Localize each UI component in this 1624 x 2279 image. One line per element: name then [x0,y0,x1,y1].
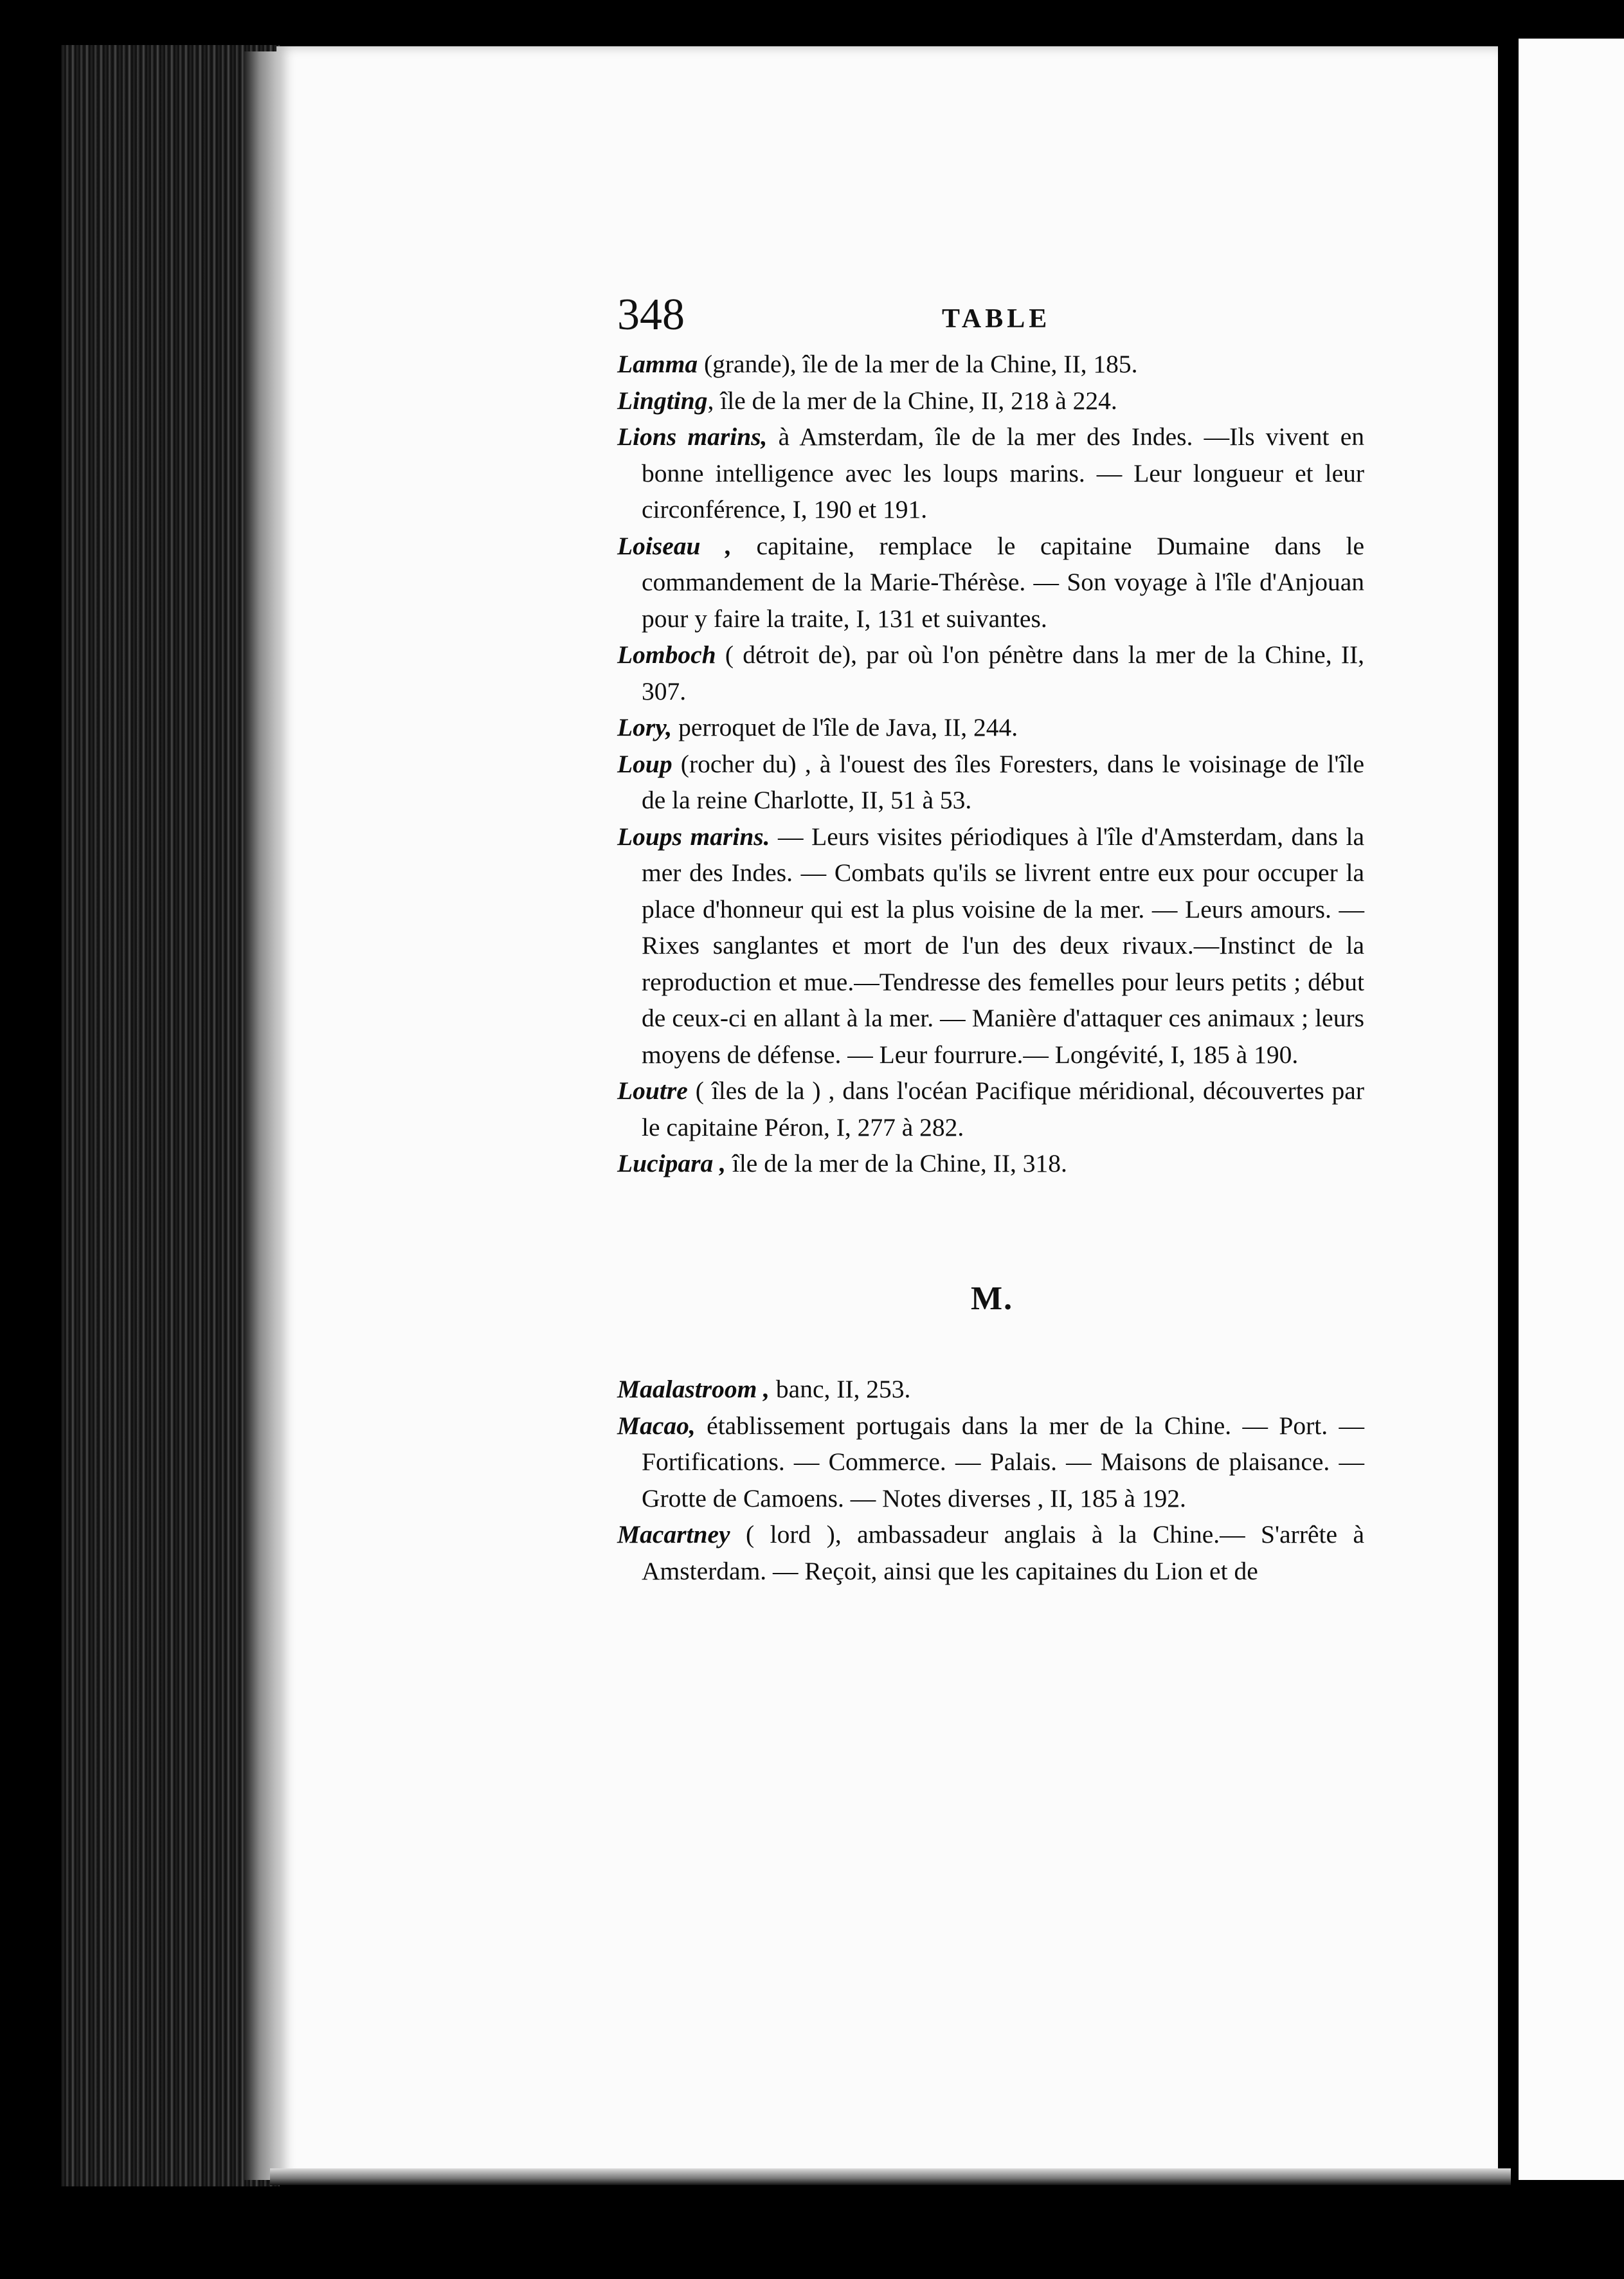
page-header [617,289,1357,347]
entry-term: Maalastroom , [617,1375,770,1403]
entry-term: Lucipara , [617,1149,726,1177]
index-entry [617,746,1364,819]
entry-text: capitaine, remplace le capitaine Dumaine dans le commandement de la Marie-Thérèse. — Son voyage à l'île d'Anjouan pour y faire la traite, I, 131 et suivantes. [642,531,1364,633]
entry-text: , île de la mer de la Chine, II, 218 à 224. [707,386,1117,415]
entry-term: Lions marins, [617,422,768,451]
page-bottom-edge [270,2168,1511,2185]
entry-text: à Amsterdam, île de la mer des Indes. —Ils vivent en bonne intelligence avec les loups marins. — Leur longueur et leur circonférence, I, 190 et 191. [642,422,1364,523]
index-entry [617,419,1364,528]
index-entry [617,637,1364,709]
running-head: TABLE [942,304,1051,334]
entry-text: banc, II, 253. [770,1375,911,1403]
index-entry [617,1516,1364,1589]
entry-term: Macartney [617,1520,730,1548]
entry-text: ( lord ), ambassadeur anglais à la Chine.— S'arrête à Amsterdam. — Reçoit, ainsi que les capitaines du Lion et de [642,1520,1364,1585]
entry-term: Lory, [617,713,672,741]
entry-term: Loutre [617,1076,688,1105]
index-entries-l [617,346,1364,1182]
entry-term: Lomboch [617,640,716,669]
entry-term: Loiseau , [617,531,732,560]
entry-term: Lamma [617,350,698,378]
page-number: 348 [617,290,685,340]
entry-text: établissement portugais dans la mer de la Chine. — Port. — Fortifications. — Commerce. — Palais. — Maisons de plaisance. — Grotte de Camoens. — Notes diverses , II, 185 à 192. [642,1411,1364,1512]
section-letter: M. [971,1280,1014,1317]
entry-term: Lingting [617,386,708,415]
entry-text: (grande), île de la mer de la Chine, II, 185. [698,350,1138,378]
index-entry [617,528,1364,637]
entry-text: ( îles de la ) , dans l'océan Pacifique méridional, découvertes par le capitaine Péron, I, 277 à 282. [642,1076,1364,1141]
index-entry [617,1145,1364,1182]
index-entry [617,1408,1364,1517]
entry-term: Macao, [617,1411,696,1440]
next-page-edge [1519,39,1624,2180]
entry-text: — Leurs visites périodiques à l'île d'Amsterdam, dans la mer des Indes. — Combats qu'ils se livrent entre eux pour occuper la place d'honneur qui est la plus voisine de la mer. — Leurs amours. — Rixes sanglantes et mort de l'un des deux rivaux.—Instinct de la reproduction et mue.—Tendresse des femelles pour leurs petits ; début de ceux-ci en allant à la mer. — Manière d'attaquer ces animaux ; leurs moyens de défense. — Leur fourrure.— Longévité, I, 185 à 190. [642,822,1364,1069]
index-entry [617,346,1364,383]
entry-text: (rocher du) , à l'ouest des îles Foresters, dans le voisinage de l'île de la reine Charlotte, II, 51 à 53. [642,749,1364,814]
index-entry [617,1073,1364,1145]
index-entries-m [617,1371,1364,1589]
index-entry [617,819,1364,1073]
index-entry [617,1371,1364,1408]
index-entry [617,709,1364,746]
index-entry [617,383,1364,419]
entry-text: ( détroit de), par où l'on pénètre dans la mer de la Chine, II, 307. [642,640,1364,705]
entry-term: Loups marins. [617,822,770,851]
entry-text: île de la mer de la Chine, II, 318. [725,1149,1067,1177]
entry-text: perroquet de l'île de Java, II, 244. [672,713,1018,741]
entry-term: Loup [617,749,672,778]
